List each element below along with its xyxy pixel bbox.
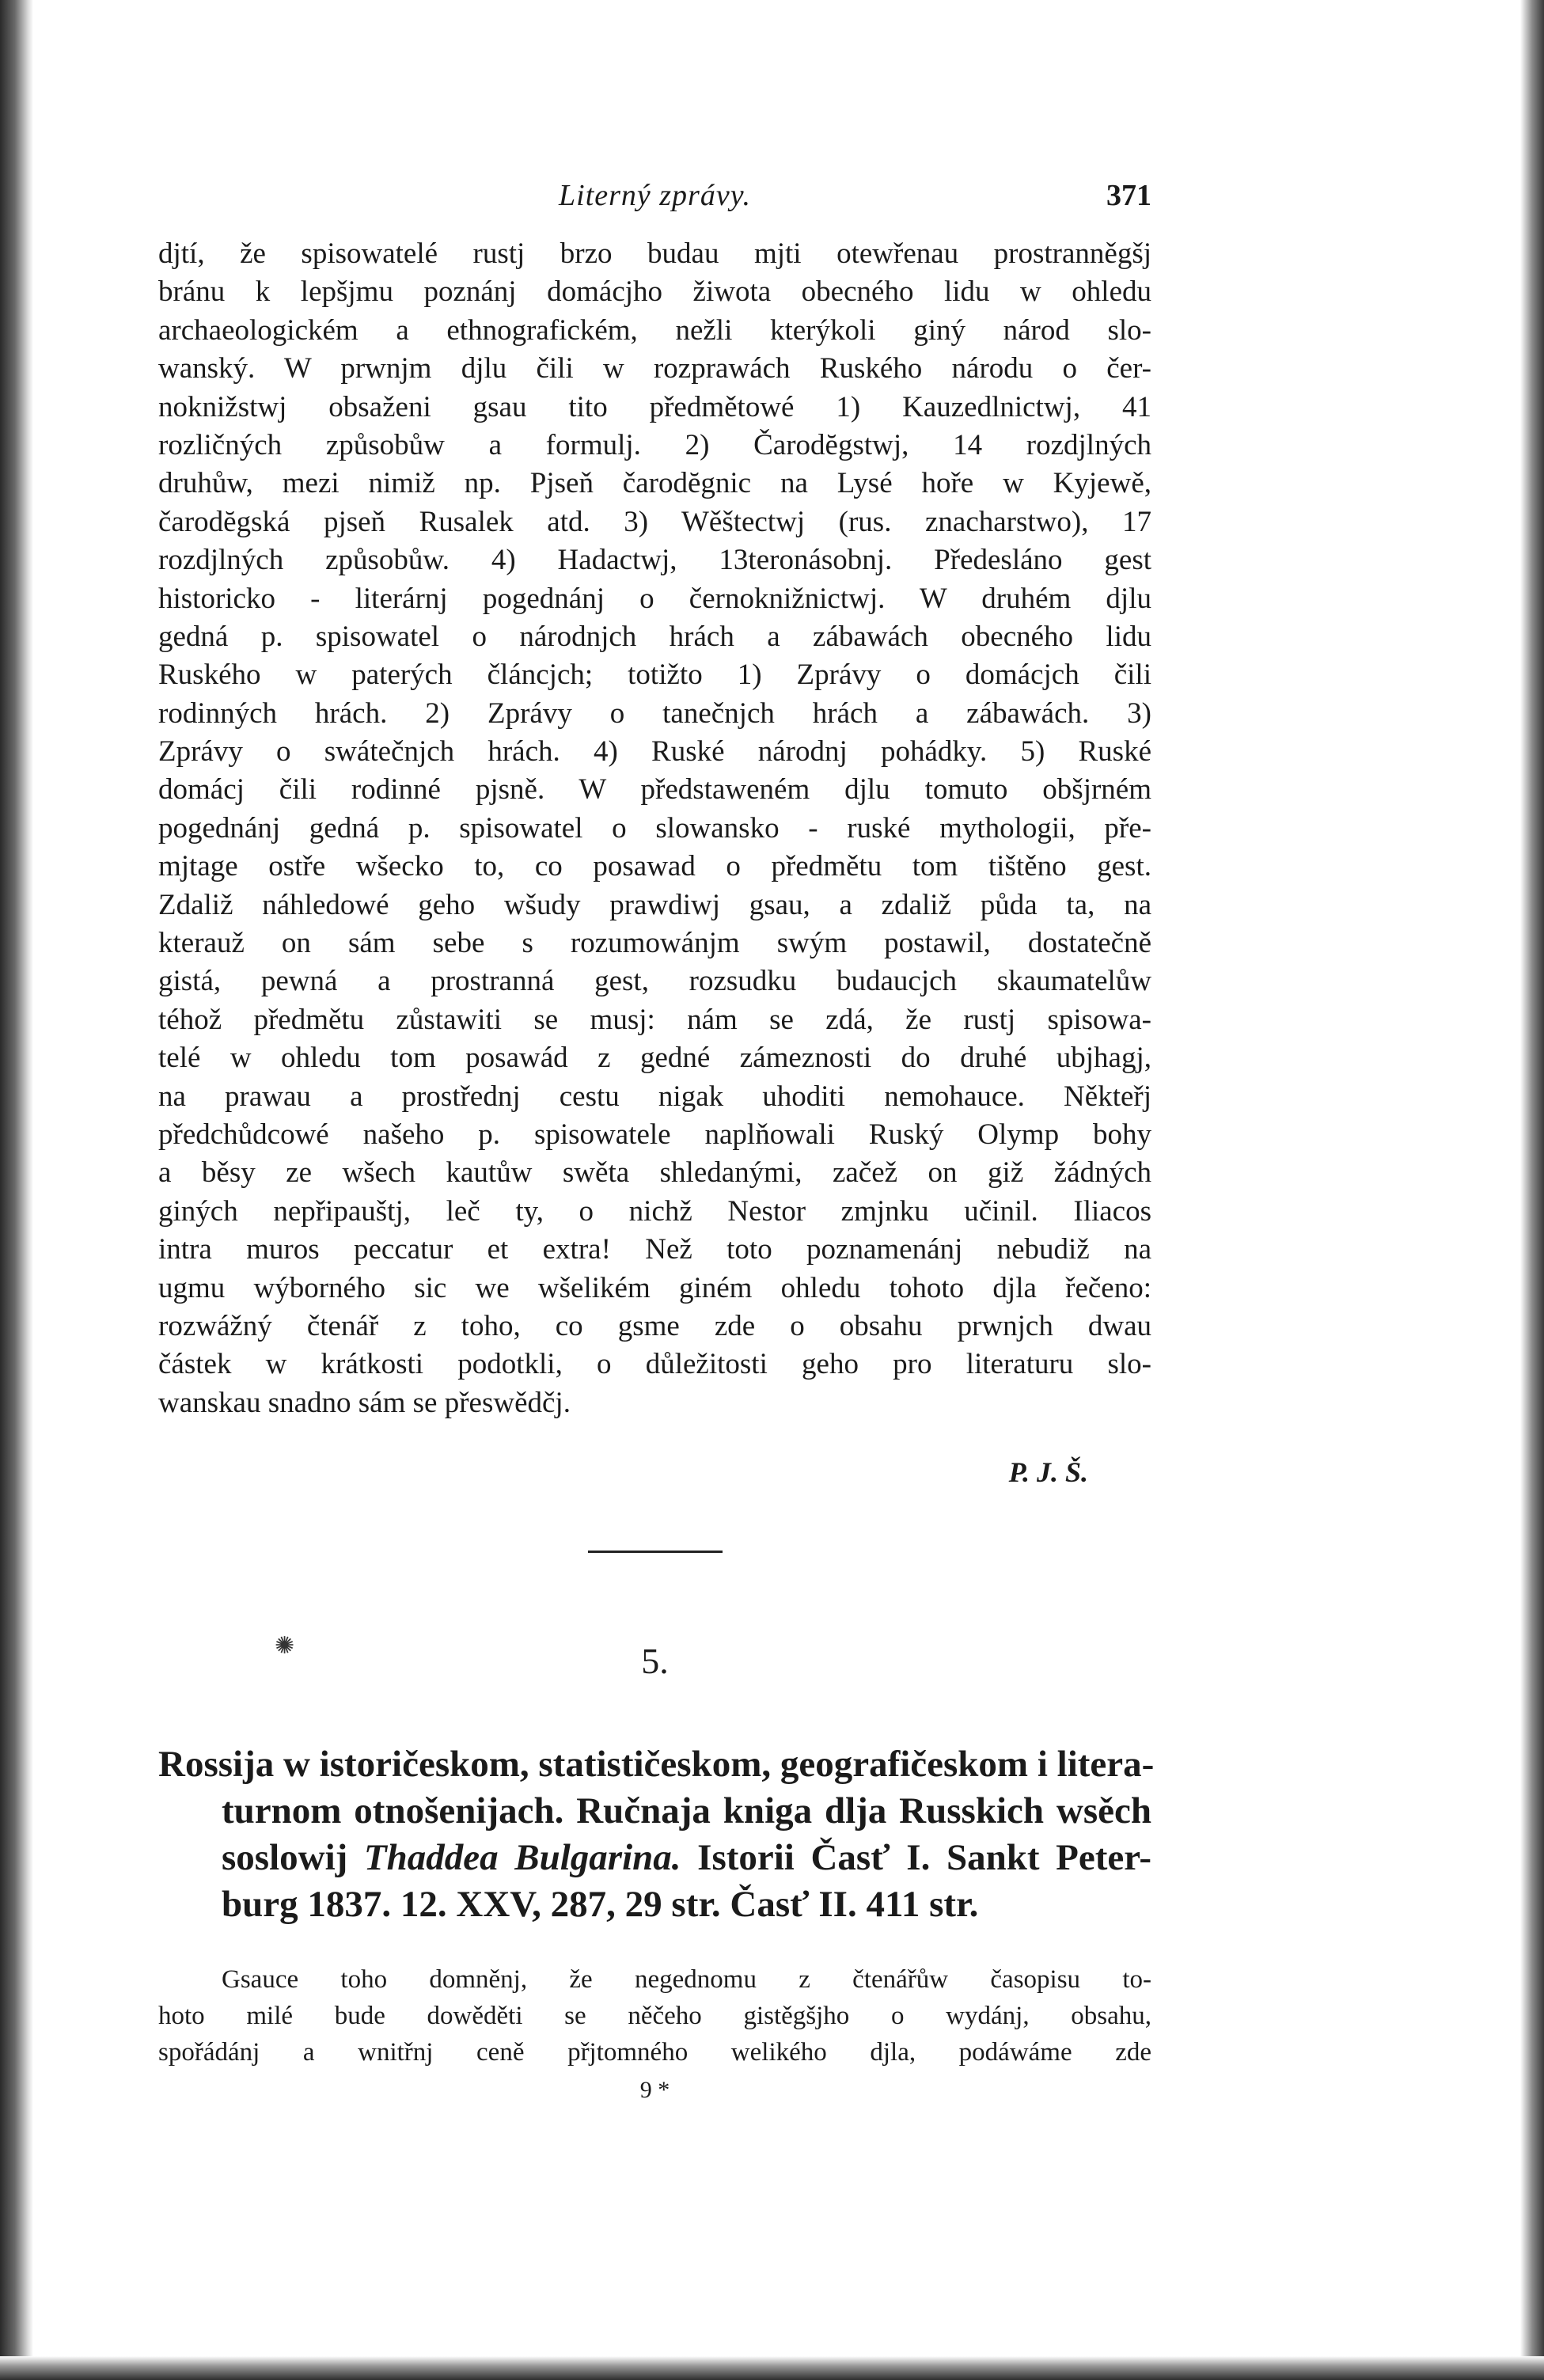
text-line: rodinných hrách. 2) Zprávy o tanečnjch hrách a zábawách. 3) bbox=[158, 697, 1151, 730]
text-line: noknižstwj obsaženi gsau tito předmětowé 1) Kauzedlnictwj, 41 bbox=[158, 390, 1151, 423]
text-line: Gsauce toho domněnj, že negednomu z čtenářůw časopisu to- bbox=[222, 1965, 1151, 1995]
review-intro bbox=[158, 1961, 1151, 2071]
text-line: Ruského w paterých článcjch; totižto 1) Zprávy o domácjch čili bbox=[158, 659, 1151, 692]
running-head: Literný zprávy. bbox=[559, 179, 751, 212]
text-line: giných nepřipauštj, leč ty, o nichž Nestor zmjnku učinil. Iliacos bbox=[158, 1194, 1151, 1228]
scan-shadow-bottom bbox=[0, 2356, 1544, 2380]
printer-signature-mark: 9 * bbox=[639, 2077, 670, 2104]
entry-title-line bbox=[158, 1835, 1151, 1881]
section-number: 5. bbox=[641, 1641, 669, 1682]
text-line: intra muros peccatur et extra! Než toto poznamenánj nebudiž na bbox=[158, 1233, 1151, 1266]
text-line: rozličných způsobůw a formulj. 2) Čarodĕgstwj, 14 rozdjlných bbox=[158, 428, 1151, 461]
text-line: kterauž on sám sebe s rozumowánjm swým postawil, dostatečně bbox=[158, 927, 1151, 960]
text-line: Zdaliž náhledowé geho wšudy prawdiwj gsau, a zdaliž půda ta, na bbox=[158, 888, 1151, 921]
book-page bbox=[158, 178, 1155, 2104]
text-line: domácj čili rodinné pjsně. W předstaweném djlu tomuto obšjrném bbox=[158, 773, 1151, 807]
text-line: na prawau a prostřednj cestu nigak uhoditi nemohauce. Někteřj bbox=[158, 1080, 1151, 1113]
text-line: gistá, pewná a prostranná gest, rozsudku budaucjch skaumatelůw bbox=[158, 965, 1151, 998]
text-line: rozwážný čtenář z toho, co gsme zde o obsahu prwnjch dwau bbox=[158, 1309, 1151, 1342]
scan-shadow-left bbox=[0, 0, 33, 2380]
entry-title-line: Rossija w istoričeskom, statističeskom, geografičeskom i litera- bbox=[158, 1744, 1155, 1786]
ink-blot-icon: ✺ bbox=[275, 1633, 295, 1660]
text-line: telé w ohledu tom posawád z gedné zámeznosti do druhé ubjhagj, bbox=[158, 1042, 1151, 1075]
text-line: spořádánj a wnitřnj ceně přjtomného welikého djla, podáwáme zde bbox=[158, 2038, 1151, 2067]
text-line: téhož předmětu zůstawiti se musj: nám se zdá, že rustj spisowa- bbox=[158, 1003, 1151, 1036]
scan-shadow-right bbox=[1520, 0, 1544, 2380]
text-line: wanskau snadno sám se přeswědčj. bbox=[158, 1386, 571, 1419]
text-line: čarodĕgská pjseň Rusalek atd. 3) Wěštectwj (rus. znacharstwo), 17 bbox=[158, 505, 1151, 538]
text-line: druhůw, mezi nimiž np. Pjseň čarodĕgnic na Lysé hoře w Kyjewě, bbox=[158, 467, 1151, 500]
text-line: Zprávy o swátečnjch hrách. 4) Ruské národnj pohádky. 5) Ruské bbox=[158, 735, 1151, 769]
text-line: gedná p. spisowatel o národnjch hrách a zábawách obecného lidu bbox=[158, 620, 1151, 653]
page-number: 371 bbox=[1106, 179, 1151, 212]
text-line: ugmu wýborného sic we wšelikém giném ohledu tohoto djla řečeno: bbox=[158, 1271, 1151, 1304]
text-line: wanský. W prwnjm djlu čili w rozprawách Ruského národu o čer- bbox=[158, 352, 1151, 385]
author-signature: P. J. Š. bbox=[1008, 1456, 1088, 1489]
text-line: pogednánj gedná p. spisowatel o slowansko - ruské mythologii, pře- bbox=[158, 811, 1151, 845]
text-line: hoto milé bude dowěděti se něčeho gistěgšjho o wydánj, obsahu, bbox=[158, 2002, 1151, 2031]
entry-title-line: turnom otnošenijach. Ručnaja kniga dlja Russkich wsěch bbox=[222, 1790, 1151, 1832]
text-line: a běsy ze wšech kautůw swěta shledanými, začež on giž žádných bbox=[158, 1156, 1151, 1190]
bibliographic-entry bbox=[158, 1741, 1155, 1928]
text-line: historicko - literárnj pogednánj o černoknižnictwj. W druhém djlu bbox=[158, 582, 1151, 615]
text-line: rozdjlných způsobůw. 4) Hadactwj, 13teronásobnj. Předesláno gest bbox=[158, 544, 1151, 577]
text-line: předchůdcowé našeho p. spisowatele naplňowali Ruský Olymp bohy bbox=[158, 1118, 1151, 1151]
text-line: djtí, že spisowatelé rustj brzo budau mjti otewřenau prostranněgšj bbox=[158, 237, 1151, 270]
text-line: archaeologickém a ethnografickém, nežli kterýkoli giný národ slo- bbox=[158, 313, 1151, 347]
review-body bbox=[158, 235, 1151, 1422]
entry-title-fragment: Istorii Časť I. Sankt Peter- bbox=[681, 1837, 1152, 1879]
section-divider bbox=[588, 1551, 723, 1553]
text-line: bránu k lepšjmu poznánj domácjho žiwota obecného lidu w ohledu bbox=[158, 275, 1151, 309]
entry-title-line: burg 1837. 12. XXV, 287, 29 str. Časť II. 411 str. bbox=[222, 1884, 979, 1926]
section-heading bbox=[158, 1632, 1151, 1702]
text-line: částek w krátkosti podotkli, o důležitosti geho pro literaturu slo- bbox=[158, 1348, 1151, 1381]
entry-author: Thaddea Bulgarina. bbox=[363, 1837, 681, 1879]
entry-title-fragment: soslowij bbox=[222, 1837, 364, 1879]
text-line: mjtage ostře wšecko to, co posawad o předmětu tom tištěno gest. bbox=[158, 850, 1151, 883]
page-header bbox=[158, 178, 1151, 226]
